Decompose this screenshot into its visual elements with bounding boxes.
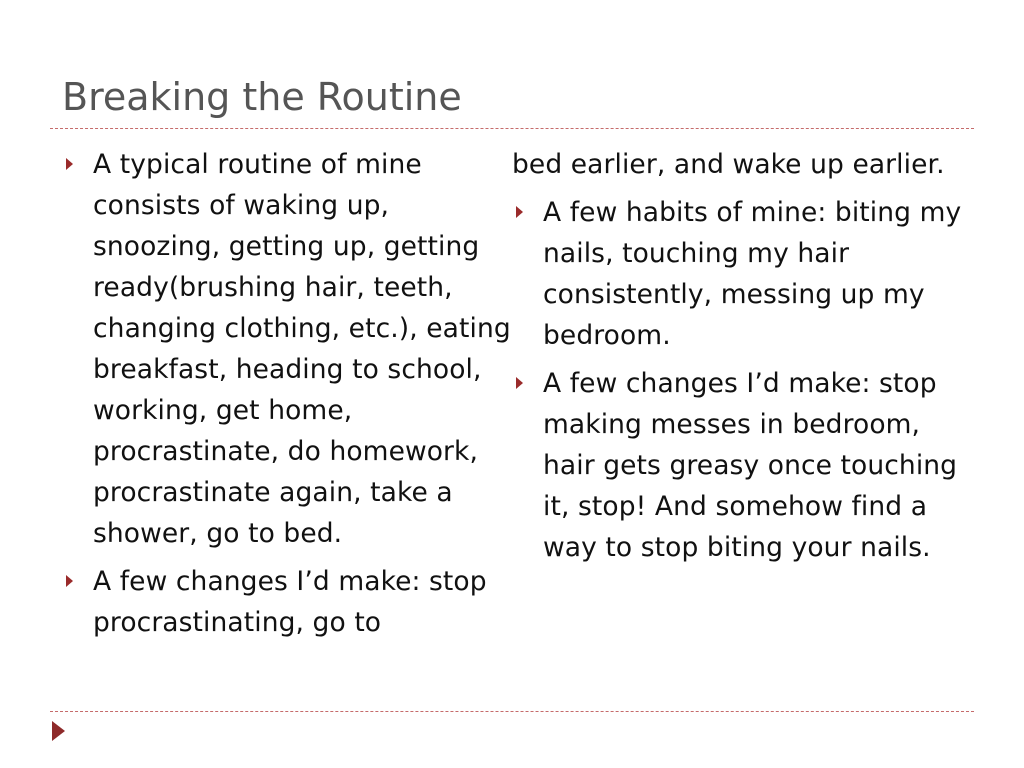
bullet-arrow-icon: [66, 158, 73, 170]
bullet-text: A few habits of mine: biting my nails, touching my hair consistently, messing up my bedroom.: [543, 197, 962, 351]
bullet-arrow-icon: [516, 377, 523, 389]
bullet-item: [62, 144, 518, 554]
right-column: [512, 144, 974, 575]
title-divider: [50, 128, 974, 129]
left-column: [62, 144, 518, 650]
bullet-arrow-icon: [66, 575, 73, 587]
bullet-continuation: [512, 144, 974, 185]
slide-title: Breaking the Routine: [62, 75, 462, 119]
bullet-text: A typical routine of mine consists of waking up, snoozing, getting up, getting ready(brushing hair, teeth, changing clothing, etc.), eating breakfast, heading to school, working, get home, procrastinate, do homework, procrastinate again, take a shower, go to bed.: [93, 149, 511, 549]
bullet-item: [512, 363, 974, 568]
footer-divider: [50, 711, 974, 712]
bullet-item: [62, 561, 518, 643]
bullet-item: [512, 192, 974, 356]
bullet-arrow-icon: [516, 206, 523, 218]
bullet-text: A few changes I’d make: stop procrastinating, go to: [93, 566, 487, 638]
footer-arrow-icon: [52, 721, 65, 741]
bullet-text: bed earlier, and wake up earlier.: [512, 149, 945, 180]
bullet-text: A few changes I’d make: stop making messes in bedroom, hair gets greasy once touching it, stop! And somehow find a way to stop biting your nails.: [543, 368, 958, 563]
